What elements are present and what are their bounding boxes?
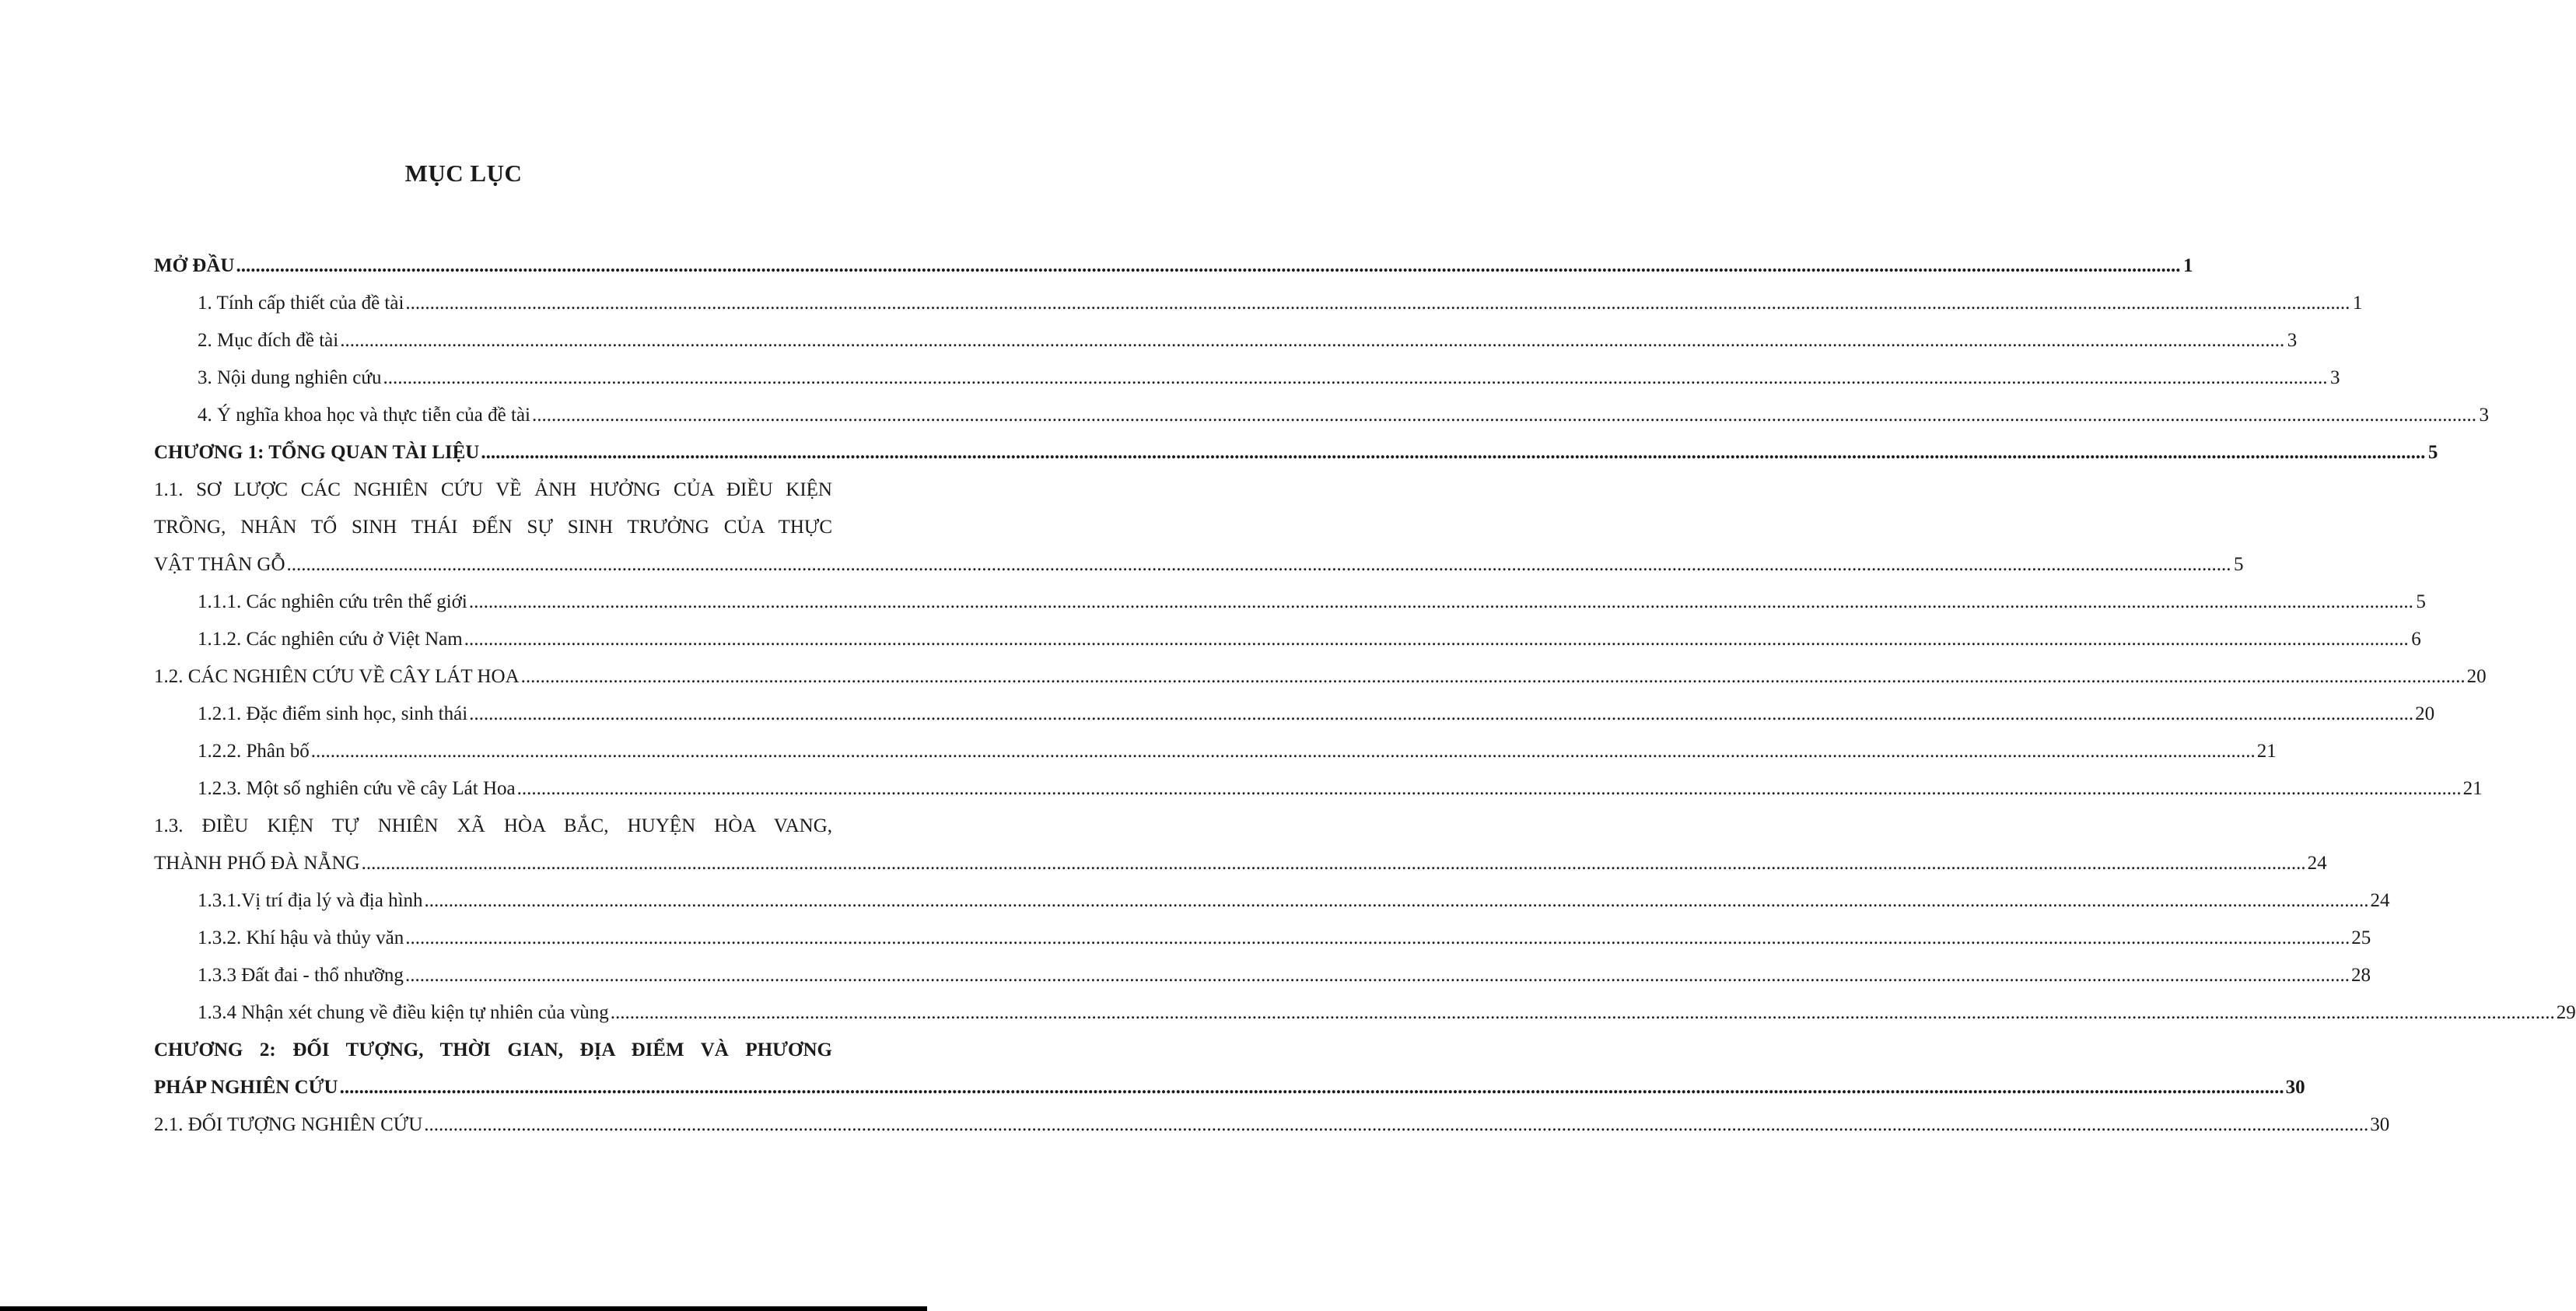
toc-entry-label: THÀNH PHỐ ĐÀ NẴNG (154, 853, 360, 874)
toc-page-number: 29 (2556, 1002, 2576, 1023)
toc-entry[interactable] (154, 1069, 2305, 1106)
toc-entry-label: 1.3.4 Nhận xét chung về điều kiện tự nhiên của vùng (198, 1002, 609, 1023)
toc-entry-label: 1.3.1.Vị trí địa lý và địa hình (198, 890, 423, 911)
toc-entry[interactable] (154, 770, 2483, 808)
dot-leader: ................................................................................................................................................................................................................................................................................................................................................................................................................ (520, 666, 2466, 687)
toc-entry[interactable] (154, 994, 2576, 1032)
toc-entry[interactable] (154, 957, 2371, 994)
dot-leader: ................................................................................................................................................................................................................................................................................................................................................................................................................ (532, 405, 2476, 426)
bottom-border (0, 1306, 927, 1311)
dot-leader: ................................................................................................................................................................................................................................................................................................................................................................................................................ (236, 255, 2181, 276)
toc-entry-label: 2.1. ĐỐI TƯỢNG NGHIÊN CỨU (154, 1114, 423, 1135)
toc-entry-label: 1.2. CÁC NGHIÊN CỨU VỀ CÂY LÁT HOA (154, 666, 520, 687)
dot-leader: ................................................................................................................................................................................................................................................................................................................................................................................................................ (286, 554, 2231, 575)
toc-page-number: 30 (2370, 1114, 2390, 1135)
toc-page-number: 5 (2416, 591, 2426, 612)
toc-entry-label: CHƯƠNG 1: TỔNG QUAN TÀI LIỆU (154, 442, 480, 463)
toc-entry-line: 1.3. ĐIỀU KIỆN TỰ NHIÊN XÃ HÒA BẮC, HUYỆN HÒA VANG, (154, 815, 832, 836)
toc-page-number: 1 (2352, 293, 2363, 314)
dot-leader: ................................................................................................................................................................................................................................................................................................................................................................................................................ (424, 890, 2369, 911)
dot-leader: ................................................................................................................................................................................................................................................................................................................................................................................................................ (383, 367, 2328, 388)
toc-entry-label: 1.2.1. Đặc điểm sinh học, sinh thái (198, 703, 468, 724)
toc-entry[interactable] (154, 696, 2435, 733)
dot-leader: ................................................................................................................................................................................................................................................................................................................................................................................................................ (361, 853, 2306, 874)
dot-leader: ................................................................................................................................................................................................................................................................................................................................................................................................................ (481, 442, 2426, 463)
toc-entry-label: 1.2.3. Một số nghiên cứu về cây Lát Hoa (198, 778, 516, 799)
dot-leader: ................................................................................................................................................................................................................................................................................................................................................................................................................ (404, 965, 2350, 986)
toc-page-number: 6 (2411, 629, 2421, 650)
toc-entry-label: 1.3.2. Khí hậu và thủy văn (198, 927, 404, 948)
toc-page-number: 20 (2415, 703, 2435, 724)
toc-entry-label: 1.1.2. Các nghiên cứu ở Việt Nam (198, 629, 463, 650)
toc-entry[interactable] (154, 658, 2487, 696)
toc-entry[interactable] (154, 920, 2371, 957)
toc-entry-line: 1.1. SƠ LƯỢC CÁC NGHIÊN CỨU VỀ ẢNH HƯỞNG CỦA ĐIỀU KIỆN (154, 479, 832, 500)
toc-entry-label: VẬT THÂN GỖ (154, 554, 285, 575)
toc-entry[interactable] (154, 397, 2489, 434)
toc-page-number: 1 (2182, 255, 2193, 276)
dot-leader: ................................................................................................................................................................................................................................................................................................................................................................................................................ (610, 1002, 2555, 1023)
table-of-contents (154, 247, 2576, 1144)
toc-page-number: 5 (2427, 442, 2438, 463)
dot-leader: ................................................................................................................................................................................................................................................................................................................................................................................................................ (405, 927, 2350, 948)
toc-entry[interactable] (154, 247, 2193, 285)
dot-leader: ................................................................................................................................................................................................................................................................................................................................................................................................................ (310, 741, 2256, 762)
dot-leader: ................................................................................................................................................................................................................................................................................................................................................................................................................ (516, 778, 2462, 799)
toc-entry-label: 4. Ý nghĩa khoa học và thực tiễn của đề tài (198, 405, 530, 426)
toc-entry-label: 1.1.1. Các nghiên cứu trên thế giới (198, 591, 467, 612)
toc-page-number: 21 (2462, 778, 2483, 799)
toc-entry[interactable] (154, 882, 2390, 920)
toc-entry-label: 2. Mục đích đề tài (198, 330, 339, 351)
toc-entry-label: 1.3.3 Đất đai - thổ nhưỡng (198, 965, 404, 986)
toc-entry[interactable] (154, 1106, 2390, 1144)
toc-entry-line: CHƯƠNG 2: ĐỐI TƯỢNG, THỜI GIAN, ĐỊA ĐIỂM VÀ PHƯƠNG (154, 1039, 832, 1060)
toc-page-number: 3 (2479, 405, 2489, 426)
toc-entry-label: 3. Nội dung nghiên cứu (198, 367, 382, 388)
toc-entry[interactable] (154, 733, 2277, 770)
toc-entry-line: TRỒNG, NHÂN TỐ SINH THÁI ĐẾN SỰ SINH TRƯỞNG CỦA THỰC (154, 517, 832, 538)
toc-entry[interactable] (154, 359, 2340, 397)
dot-leader: ................................................................................................................................................................................................................................................................................................................................................................................................................ (424, 1114, 2369, 1135)
toc-page-number: 3 (2287, 330, 2298, 351)
toc-entry[interactable] (154, 584, 2426, 621)
dot-leader: ................................................................................................................................................................................................................................................................................................................................................................................................................ (339, 1077, 2284, 1098)
toc-entry-label: MỞ ĐẦU (154, 255, 235, 276)
toc-page-number: 24 (2370, 890, 2390, 911)
toc-page-number: 20 (2466, 666, 2487, 687)
toc-page-number: 25 (2351, 927, 2371, 948)
dot-leader: ................................................................................................................................................................................................................................................................................................................................................................................................................ (464, 629, 2409, 650)
toc-entry[interactable] (154, 322, 2298, 359)
toc-entry-label: 1.2.2. Phân bố (198, 741, 310, 762)
dot-leader: ................................................................................................................................................................................................................................................................................................................................................................................................................ (405, 293, 2350, 314)
toc-page-number: 3 (2329, 367, 2340, 388)
toc-entry[interactable] (154, 845, 2327, 882)
toc-page-number: 30 (2285, 1077, 2305, 1098)
toc-entry-label: PHÁP NGHIÊN CỨU (154, 1077, 338, 1098)
dot-leader: ................................................................................................................................................................................................................................................................................................................................................................................................................ (468, 591, 2413, 612)
toc-page-number: 28 (2350, 965, 2371, 986)
toc-entry[interactable] (154, 546, 2244, 584)
dot-leader: ................................................................................................................................................................................................................................................................................................................................................................................................................ (469, 703, 2414, 724)
toc-entry[interactable] (154, 285, 2363, 322)
toc-page-number: 5 (2234, 554, 2244, 575)
dot-leader: ................................................................................................................................................................................................................................................................................................................................................................................................................ (340, 330, 2285, 351)
toc-entry-label: 1. Tính cấp thiết của đề tài (198, 293, 404, 314)
toc-entry[interactable] (154, 434, 2438, 471)
page-title: MỤC LỤC (404, 159, 523, 187)
toc-page-number: 21 (2256, 741, 2277, 762)
toc-page-number: 24 (2307, 853, 2327, 874)
toc-entry[interactable] (154, 621, 2421, 658)
